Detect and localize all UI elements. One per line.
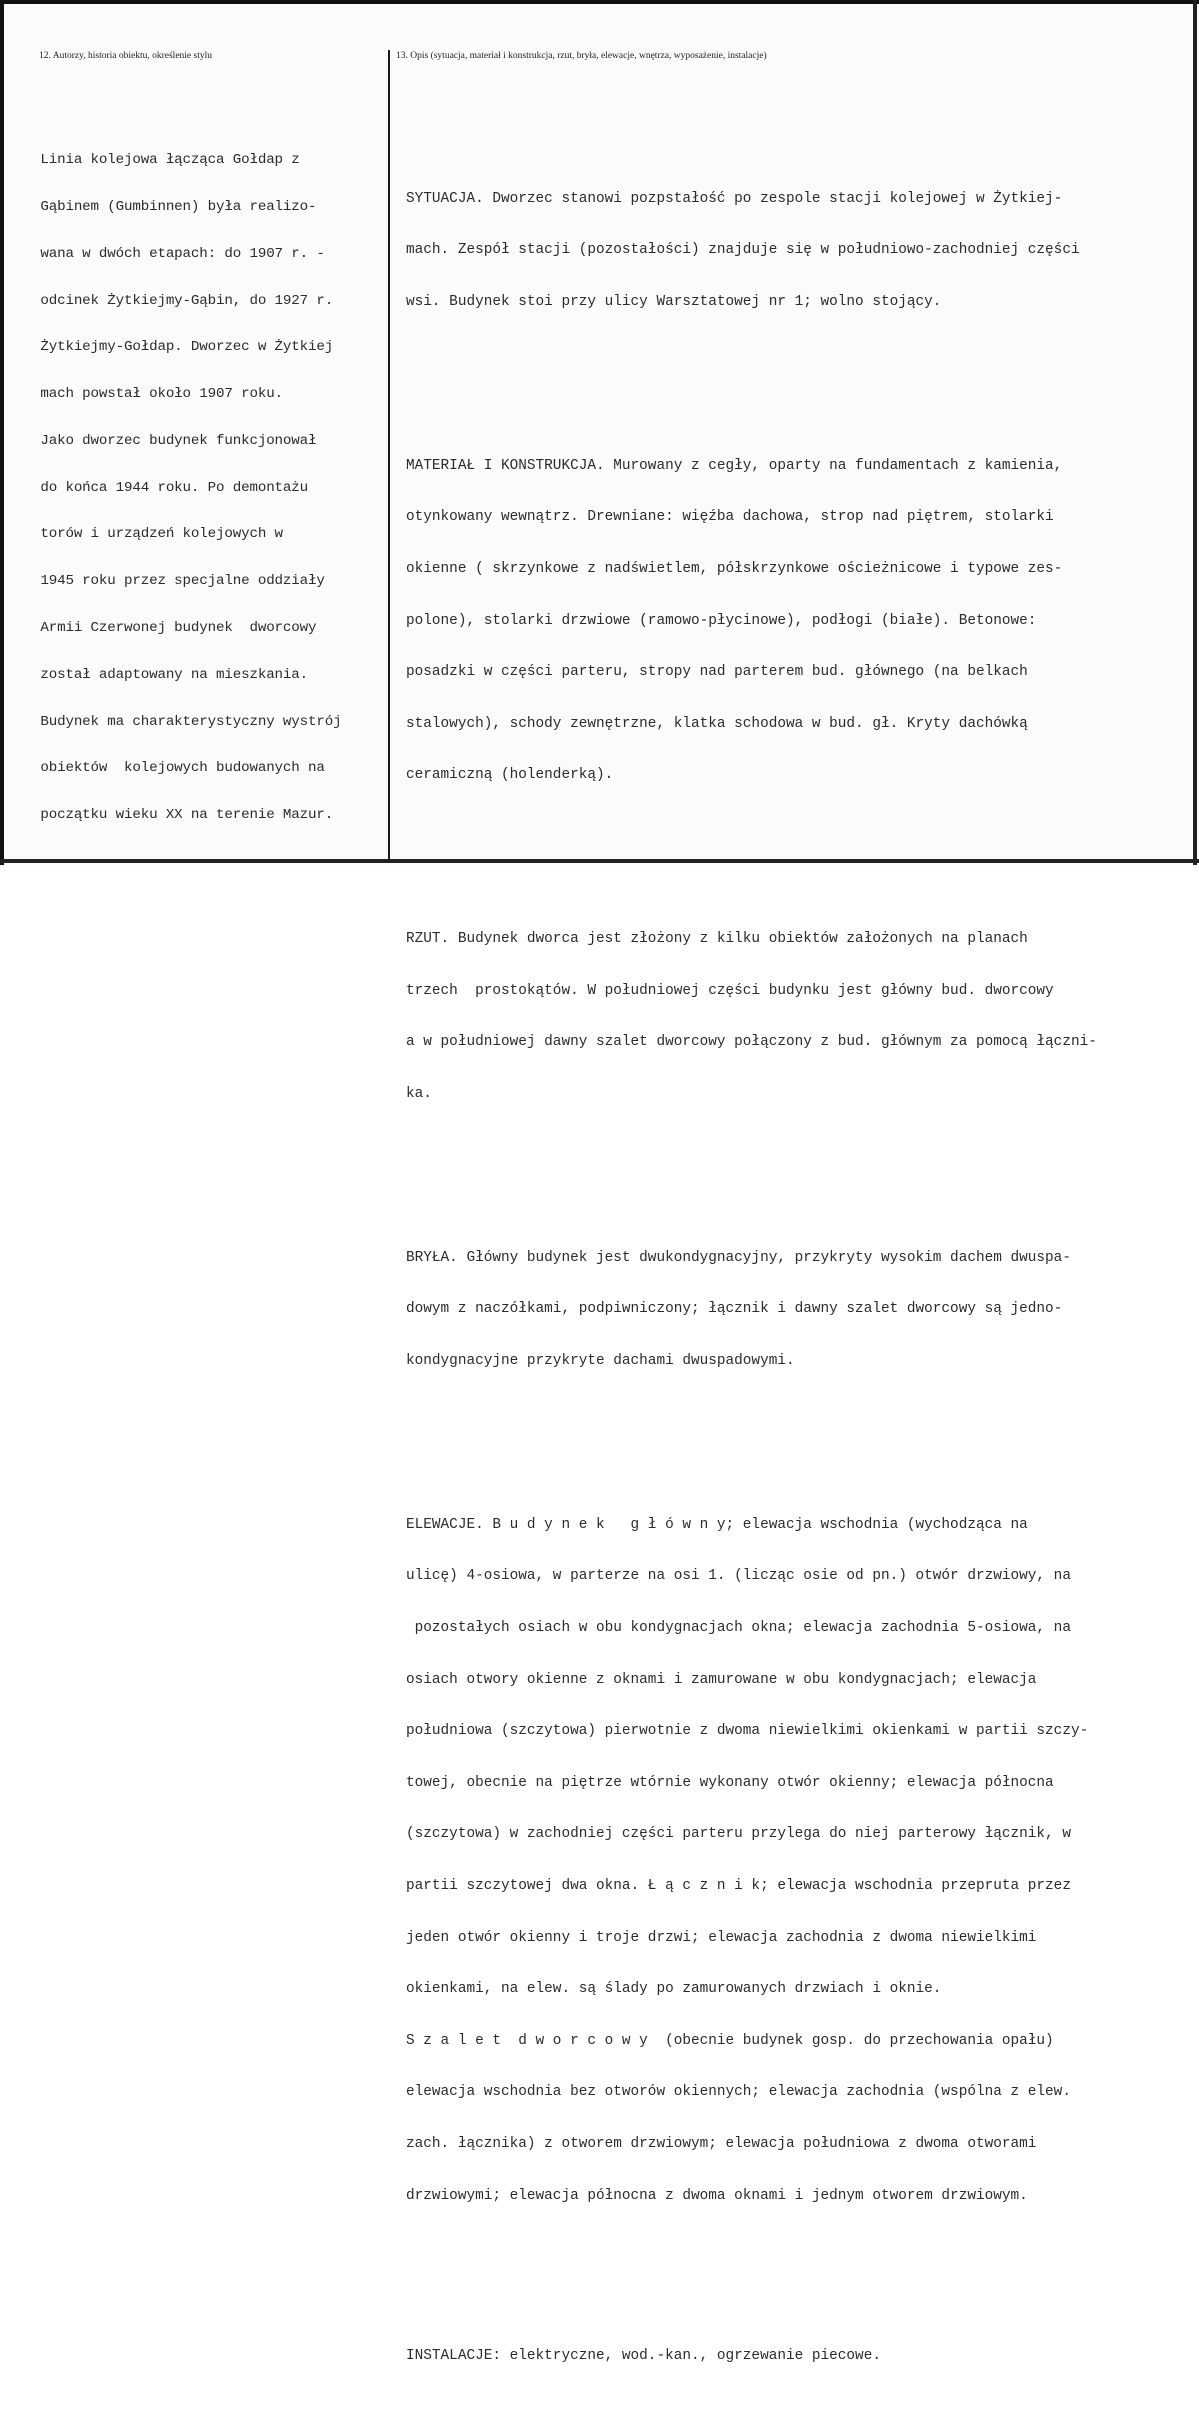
history-line: Żytkiejmy-Gołdap. Dworzec w Żytkiej: [32, 339, 334, 356]
sheet-border-top: [0, 0, 1199, 4]
section-12-header: 12. Autorzy, historia obiektu, określenie stylu: [39, 51, 212, 61]
elewacje-line: towej, obecnie na piętrze wtórnie wykonany otwór okienny; elewacja północna: [406, 1774, 1054, 1791]
material-line: posadzki w części parteru, stropy nad parterem bud. głównego (na belkach: [406, 664, 1028, 681]
material-line: otynkowany wewnątrz. Drewniane: więźba dachowa, strop nad piętrem, stolarki: [406, 509, 1054, 526]
bryla-line: BRYŁA. Główny budynek jest dwukondygnacyjny, przykryty wysokim dachem dwuspa-: [406, 1249, 1071, 1266]
rzut-line: RZUT. Budynek dworca jest złożony z kilku obiektów założonych na planach: [406, 931, 1028, 948]
material-line: stalowych), schody zewnętrzne, klatka schodowa w bud. gł. Kryty dachówką: [406, 715, 1028, 732]
sytuacja-line: wsi. Budynek stoi przy ulicy Warsztatowej nr 1; wolno stojący.: [406, 294, 942, 310]
history-line: Gąbinem (Gumbinnen) była realizo-: [32, 198, 317, 215]
instalacje-paragraph: [406, 2314, 1097, 2400]
rzut-line: ka.: [406, 1085, 432, 1102]
instalacje-line: INSTALACJE: elektryczne, wod.-kan., ogrzewanie piecowe.: [406, 2348, 881, 2365]
history-line: początku wieku XX na terenie Mazur.: [32, 807, 334, 824]
history-text: [32, 122, 341, 855]
elewacje-line: ulicę) 4-osiowa, w parterze na osi 1. (licząc osie od pn.) otwór drzwiowy, na: [406, 1568, 1071, 1585]
elewacje-line: (szczytowa) w zachodniej części parteru przylega do niej parterowy łącznik, w: [406, 1826, 1071, 1843]
bryla-paragraph: [406, 1215, 1097, 1404]
rzut-line: trzech prostokątów. W południowej części budynku jest główny bud. dworcowy: [406, 982, 1054, 999]
description-text: [406, 122, 1097, 2434]
sheet-border-right: [1193, 0, 1197, 865]
elewacje-line: S z a l e t d w o r c o w y (obecnie budynek gosp. do przechowania opału): [406, 2032, 1054, 2049]
material-line: MATERIAŁ I KONSTRUKCJA. Murowany z cegły, oparty na fundamentach z kamienia,: [406, 457, 1063, 474]
material-line: ceramiczną (holenderką).: [406, 767, 614, 784]
history-line: do końca 1944 roku. Po demontażu: [32, 479, 309, 496]
history-line: wana w dwóch etapach: do 1907 r. -: [32, 245, 325, 262]
elewacje-line: pozostałych osiach w obu kondygnacjach okna; elewacja zachodnia 5-osiowa, na: [406, 1619, 1071, 1636]
sytuacja-line: SYTUACJA. Dworzec stanowi pozpstałość po zespole stacji kolejowej w Żytkiej-: [406, 190, 1063, 207]
history-line: 1945 roku przez specjalne oddziały: [32, 573, 325, 590]
elewacje-line: jeden otwór okienny i troje drzwi; elewacja zachodnia z dwoma niewielkimi: [406, 1929, 1037, 1946]
elewacje-line: zach. łącznika) z otworem drzwiowym; elewacja południowa z dwoma otworami: [406, 2135, 1037, 2152]
material-paragraph: [406, 423, 1097, 819]
section-13-header: 13. Opis (sytuacja, materiał i konstrukcja, rzut, bryła, elewacje, wnętrza, wyposażenie, instalacje): [396, 51, 767, 61]
material-line: okienne ( skrzynkowe z nadświetlem, półskrzynkowe ościeżnicowe i typowe zes-: [406, 561, 1063, 577]
bryla-line: dowym z naczółkami, podpiwniczony; łącznik i dawny szalet dworcowy są jedno-: [406, 1301, 1063, 1318]
rzut-paragraph: [406, 897, 1097, 1138]
elewacje-line: drzwiowymi; elewacja północna z dwoma oknami i jednym otworem drzwiowym.: [406, 2187, 1028, 2204]
rzut-line: a w południowej dawny szalet dworcowy połączony z bud. głównym za pomocą łączni-: [406, 1034, 1097, 1051]
elewacje-line: partii szczytowej dwa okna. Ł ą c z n i k; elewacja wschodnia przepruta przez: [406, 1877, 1071, 1894]
history-line: Jako dworzec budynek funkcjonował: [32, 432, 317, 449]
history-line: torów i urządzeń kolejowych w: [32, 526, 283, 543]
elewacje-paragraph: [406, 1482, 1097, 2239]
history-line: Budynek ma charakterystyczny wystrój: [32, 713, 342, 730]
history-line: Linia kolejowa łącząca Gołdap z: [32, 152, 300, 169]
sytuacja-line: mach. Zespół stacji (pozostałości) znajduje się w południowo-zachodniej części: [406, 242, 1080, 259]
history-line: obiektów kolejowych budowanych na: [32, 760, 325, 777]
history-line: odcinek Żytkiejmy-Gąbin, do 1927 r.: [32, 292, 334, 309]
elewacje-line: elewacja wschodnia bez otworów okiennych; elewacja zachodnia (wspólna z elew.: [406, 2084, 1071, 2101]
bryla-line: kondygnacyjne przykryte dachami dwuspadowymi.: [406, 1352, 795, 1369]
history-line: mach powstał około 1907 roku.: [32, 386, 283, 403]
history-line: został adaptowany na mieszkania.: [32, 666, 309, 683]
elewacje-line: południowa (szczytowa) pierwotnie z dwoma niewielkimi okienkami w partii szczy-: [406, 1723, 1089, 1740]
elewacje-line: ELEWACJE. B u d y n e k g ł ó w n y; elewacja wschodnia (wychodząca na: [406, 1516, 1028, 1533]
sytuacja-paragraph: [406, 156, 1097, 345]
sheet-border-left: [0, 0, 4, 865]
history-line: Armii Czerwonej budynek dworcowy: [32, 620, 317, 636]
column-divider: [388, 50, 390, 862]
elewacje-line: osiach otwory okienne z oknami i zamurowane w obu kondygnacjach; elewacja: [406, 1671, 1037, 1688]
elewacje-line: okienkami, na elew. są ślady po zamurowanych drzwiach i oknie.: [406, 1981, 942, 1998]
material-line: polone), stolarki drzwiowe (ramowo-płycinowe), podłogi (białe). Betonowe:: [406, 612, 1037, 629]
